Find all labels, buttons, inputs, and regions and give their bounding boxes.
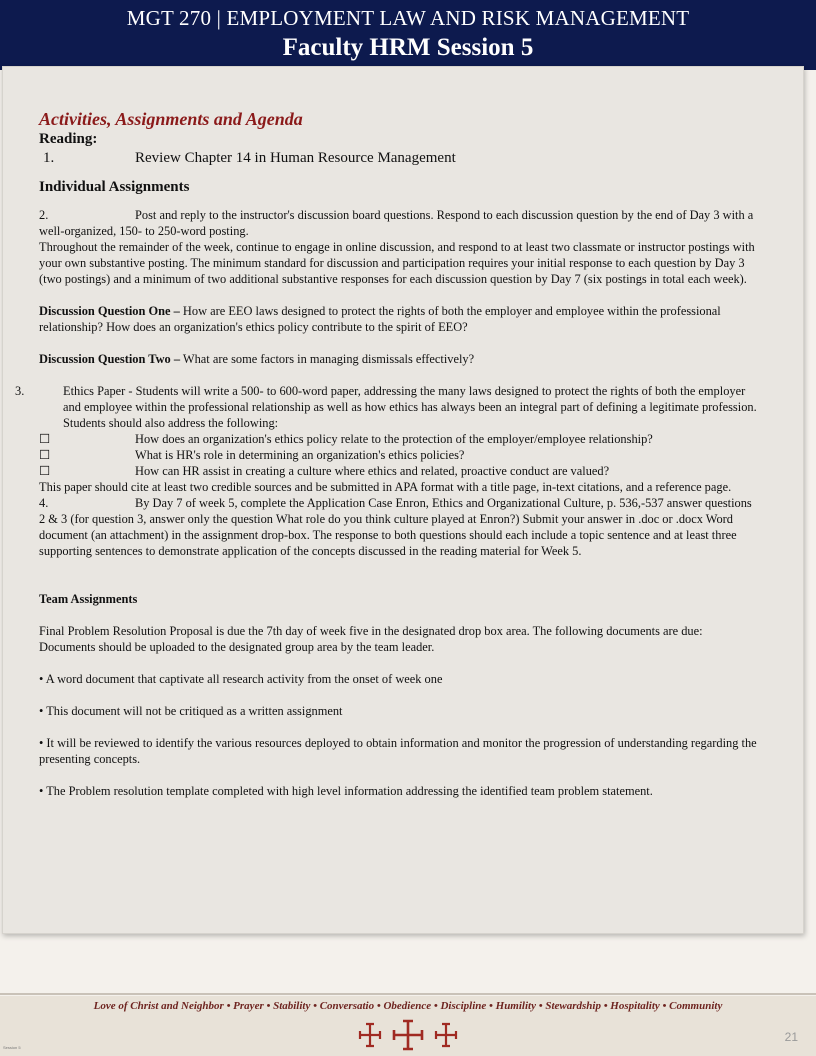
dq1-label: Discussion Question One – (39, 304, 180, 318)
team-bullet: • This document will not be critiqued as a written assignment (39, 704, 343, 718)
dq2-label: Discussion Question Two – (39, 352, 181, 366)
reading-item-text: Review Chapter 14 in Human Resource Management (135, 150, 456, 166)
item-3-checklist-1-text: How does an organization's ethics policy relate to the protection of the employer/employee relationship? (135, 432, 653, 446)
individual-assignments-label: Individual Assignments (39, 179, 190, 195)
item-2-text: Post and reply to the instructor's discussion board questions. Respond to each discussion question by the end of Day 3 with a well-organized, 150- to 250-word posting. (39, 208, 754, 238)
footer-motto: Love of Christ and Neighbor • Prayer • Stability • Conversatio • Obedience • Discipline • Humility • Stewardship • Hospitality • Community (93, 1000, 723, 1012)
cross-icon (360, 1024, 380, 1046)
content-body (15, 108, 759, 799)
reading-label: Reading: (39, 131, 98, 147)
item-3-checklist-1 (39, 431, 759, 447)
checkbox-icon: ☐ (39, 448, 51, 462)
checkbox-icon: ☐ (39, 464, 51, 478)
item-4-text: By Day 7 of week 5, complete the Application Case Enron, Ethics and Organizational Culture, p. 536,-537 answer questions 2 & 3 (for question 3, answer only the question What role do you think culture played at Enron?) Submit your answer in .doc or .docx Word document (an attachment) in the assignment drop-box. The response to both questions should each include a topic sentence and at least three supporting sentences to demonstrate application of the concepts discussed in the reading material for Week 5. (39, 496, 752, 558)
item-3-checklist-3 (39, 463, 759, 479)
discussion-question-one (39, 303, 759, 335)
course-title: MGT 270 | EMPLOYMENT LAW AND RISK MANAGEMENT (126, 6, 690, 30)
cross-icon (436, 1024, 456, 1046)
item-4 (39, 495, 759, 559)
item-3-checklist-2-text: What is HR's role in determining an organization's ethics policies? (135, 448, 465, 462)
item-2-continuation: Throughout the remainder of the week, continue to engage in online discussion, and respond to at least two classmate or instructor postings with your own substantive posting. The minimum standard for discussion and participation requires your initial response to each question by Day 3 (two postings) and a minimum of two additional substantive responses for each discussion question by Day 7 (six postings in total each week). (39, 240, 755, 286)
checkbox-icon: ☐ (39, 432, 51, 446)
item-2 (39, 207, 759, 239)
item-4-number: 4. (39, 496, 49, 510)
session-title: Faculty HRM Session 5 (282, 34, 534, 61)
footer-tiny-label: Session 5 (3, 1045, 21, 1050)
team-assignments-label (39, 591, 759, 607)
discussion-question-two (39, 351, 759, 367)
item-3-text: Ethics Paper - Students will write a 500- to 600-word paper, addressing the many laws designed to protect the rights of both the employer and employee within the professional relationship as well as how ethics has always been an integral part of defining a legitimate profession. Students should also address the following: (63, 384, 757, 430)
team-bullet: • The Problem resolution template completed with high level information addressing the identified team problem statement. (39, 784, 653, 798)
cross-icon (394, 1021, 422, 1049)
item-3-continuation: This paper should cite at least two credible sources and be submitted in APA format with a title page, in-text citations, and a reference page. (39, 480, 732, 494)
item-3-number: 3. (15, 384, 25, 398)
team-bullet: • It will be reviewed to identify the various resources deployed to obtain information and monitor the progression of understanding regarding the presenting concepts. (39, 736, 757, 766)
team-label-text: Team Assignments (39, 592, 138, 606)
item-3-checklist-3-text: How can HR assist in creating a culture where ethics and related, proactive conduct are valued? (135, 464, 610, 478)
item-2-number: 2. (39, 208, 49, 222)
item-3 (15, 383, 759, 431)
dq1-text: How are EEO laws designed to protect the rights of both the employer and employee within the professional relationship? How does an organization's ethics policy contribute to the spirit of EEO? (39, 304, 721, 334)
header-bar (0, 0, 816, 70)
page-number: 21 (784, 1030, 798, 1044)
item-3-checklist-2 (39, 447, 759, 463)
reading-item-number: 1. (43, 150, 55, 166)
crosses-emblem (356, 1018, 460, 1052)
footer-divider (0, 993, 816, 995)
team-intro: Final Problem Resolution Proposal is due the 7th day of week five in the designated drop box area. The following documents are due: Documents should be uploaded to the designated group area by the team leader. (39, 624, 703, 654)
section-title: Activities, Assignments and Agenda (39, 109, 303, 129)
reading-item (39, 149, 759, 168)
dq2-text: What are some factors in managing dismissals effectively? (182, 352, 475, 366)
team-bullet: • A word document that captivate all research activity from the onset of week one (39, 672, 443, 686)
